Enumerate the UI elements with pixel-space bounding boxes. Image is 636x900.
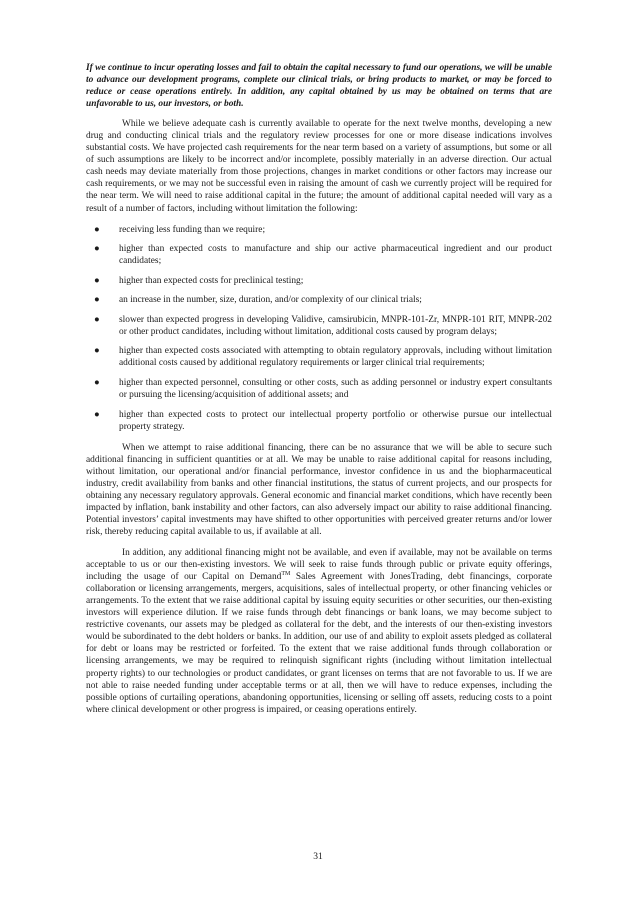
paragraph-cash-requirements: While we believe adequate cash is currently available to operate for the next twelve months, developing a new drug and conducting clinical trials and the regulatory review processes for one or more disease indications involves substantial costs. We have projected cash requirements for the near term based on a variety of assumptions, but some or all of such assumptions are likely to be incorrect and/or incomplete, possibly materially in an adverse direction. Our actual cash needs may deviate materially from those projections, changes in market conditions or other factors may increase our cash requirements, or we may not be successful even in raising the amount of cash we currently project will be required for the near term. We will need to raise additional capital in the future; the amount of additional capital needed will vary as a result of a number of factors, including without limitation the following: [86,119,552,214]
bullet-icon: ● [94,377,100,388]
list-item: ● higher than expected costs associated with attempting to obtain regulatory approvals, including without limitation additional costs caused by additional regulatory requirements or larger clinical trial requirements; [94,346,552,369]
bullet-icon: ● [94,346,100,357]
bullet-icon: ● [94,314,100,325]
bullet-icon: ● [94,224,100,235]
list-item: ● higher than expected costs for preclinical testing; [94,275,304,286]
trademark-symbol: TM [281,571,291,578]
page-number: 31 [313,852,323,862]
list-item: ● receiving less funding than we require; [94,224,266,235]
document-page [86,62,552,725]
list-item: ● higher than expected costs to protect our intellectual property portfolio or otherwise pursue our intellectual property strategy. [94,409,552,432]
list-item: ● higher than expected costs to manufacture and ship our active pharmaceutical ingredient and our product candidates; [94,244,552,267]
bullet-icon: ● [94,275,100,286]
paragraph-financing-availability: In addition, any additional financing might not be available, and even if available, may not be available on terms acceptable to us or our then-existing investors. We will seek to raise funds through public or private equity offerings, including the usage of our Capital on Demand™ Sales Agreement with JonesTrading, debt financings, corporate collaboration or licensing arrangements, mergers, acquisitions, sales of intellectual property, or other financing vehicles or arrangements. To the extent that we raise additional capital by issuing equity securities or other securities, our then-existing investors will experience dilution. If we raise funds through debt financings or bank loans, we may become subject to restrictive covenants, our assets may be pledged as collateral for the debt, and the interests of our then-existing investors would be subordinated to the debt holders or banks. In addition, our use of and ability to exploit assets pledged as collateral for debt or loans may be restricted or forfeited. To the extent that we raise additional funds through collaboration or licensing arrangements, we may be required to relinquish significant rights (including without limitation intellectual property rights) to our technologies or product candidates, or grant licenses on terms that are not favorable to us. If we are not able to raise needed funding under acceptable terms or at all, then we will have to reduce expenses, including the possible options of curtailing operations, abandoning opportunities, licensing or selling off assets, reducing costs to a point where clinical development or other progress is impaired, or ceasing operations entirely. [86,548,552,715]
bullet-icon: ● [94,295,100,306]
bullet-icon: ● [94,409,100,420]
paragraph-financing-assurance: When we attempt to raise additional financing, there can be no assurance that we will be able to secure such additional financing in sufficient quantities or at all. We may be unable to raise additional capital for reasons including, without limitation, our operational and/or financial performance, investor confidence in us and the biopharmaceutical industry, credit availability from banks and other financial institutions, the status of current projects, and our prospects for obtaining any necessary regulatory approvals. General economic and financial market conditions, which have recently been impacted by inflation, bank instability and other factors, can also adversely impact our ability to raise additional financing. Potential investors’ capital investments may have shifted to other opportunities with perceived greater returns and/or lower risk, thereby reducing capital available to us, if available at all. [86,442,552,537]
factor-list [86,224,552,433]
list-item: ● higher than expected personnel, consulting or other costs, such as adding personnel or industry expert consultants or pursuing the licensing/acquisition of additional assets; and [94,377,552,401]
bullet-icon: ● [94,244,100,255]
risk-factor-heading: If we continue to incur operating losses and fail to obtain the capital necessary to fund our operations, we will be unable to advance our development programs, complete our clinical trials, or bring products to market, or may be forced to reduce or cease operations entirely. In addition, any capital obtained by us may be obtained on terms that are unfavorable to us, our investors, or both. [86,63,552,110]
list-item: ● an increase in the number, size, duration, and/or complexity of our clinical trials; [94,295,422,306]
list-item: ● slower than expected progress in developing Validive, camsirubicin, MNPR-101-Zr, MNPR-101 RIT, MNPR-202 or other product candidates, including without limitation, additional costs caused by program delays; [94,314,552,337]
